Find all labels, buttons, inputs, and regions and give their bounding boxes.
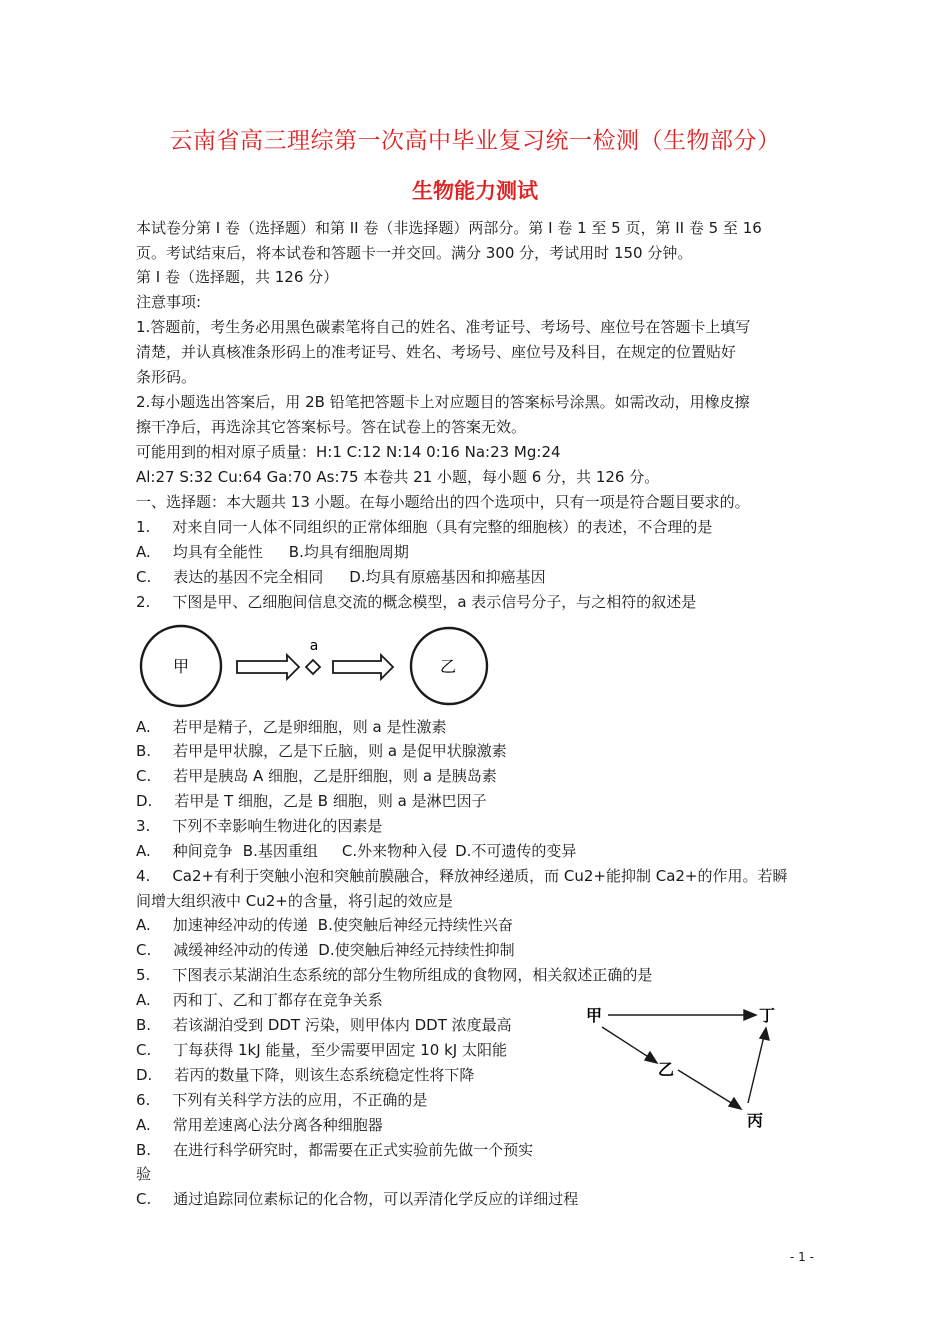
option-label: B.	[136, 1016, 152, 1034]
web-edge-jia-yi	[602, 1027, 650, 1058]
option-text: 若甲是胰岛 A 细胞，乙是肝细胞，则 a 是胰岛素	[173, 767, 497, 785]
q5-option-c	[136, 1040, 507, 1060]
option-text: 若甲是精子，乙是卵细胞，则 a 是性激素	[172, 718, 447, 736]
question-text: 对来自同一人体不同组织的正常体细胞（具有完整的细胞核）的表述，不合理的是	[172, 518, 713, 536]
q5-option-a	[136, 990, 383, 1010]
atomic-mass-line: Al:27 S:32 Cu:64 Ga:70 As:75 本卷共 21 小题，每小题 6 分，共 126 分。	[136, 468, 660, 486]
option-a: 种间竞争	[172, 842, 233, 860]
option-label: A.	[136, 1116, 151, 1134]
option-label: C.	[136, 1190, 152, 1208]
option-c: 表达的基因不完全相同	[173, 568, 324, 586]
intro-line: 本试卷分第 I 卷（选择题）和第 II 卷（非选择题）两部分。第 I 卷 1 至 5 页，第 II 卷 5 至 16	[136, 219, 762, 237]
arrow-right-icon	[237, 655, 299, 679]
arrowhead-icon	[645, 1052, 657, 1063]
notice-line: 2.每小题选出答案后，用 2B 铅笔把答题卡上对应题目的答案标号涂黑。如需改动，用橡皮擦	[136, 393, 750, 411]
question-text: 下图是甲、乙细胞间信息交流的概念模型，a 表示信号分子，与之相符的叙述是	[172, 593, 697, 611]
web-edge-bing-ding	[748, 1036, 764, 1103]
q2-option-d	[136, 791, 487, 811]
question-text: Ca2+有利于突触小泡和突触前膜融合，释放神经递质，而 Cu2+能抑制 Ca2+的作用。若瞬	[172, 867, 788, 885]
option-label: A.	[136, 991, 151, 1009]
notice-line: 清楚，并认真核准条形码上的准考证号、姓名、考场号、座位号及科目，在规定的位置贴好	[136, 343, 737, 361]
page-title: 云南省高三理综第一次高中毕业复习统一检测（生物部分）	[169, 128, 781, 154]
option-label: A.	[136, 543, 151, 561]
option-label: A.	[136, 916, 151, 934]
web-node-yi: 乙	[657, 1060, 675, 1079]
cell-yi	[411, 628, 487, 704]
notice-line: 条形码。	[136, 368, 197, 386]
option-text: 若丙的数量下降，则该生态系统稳定性将下降	[174, 1066, 475, 1084]
cell-jia	[141, 626, 221, 706]
option-d: D.不可遗传的变异	[455, 842, 577, 860]
cell-yi-label: 乙	[439, 657, 457, 676]
option-c: C.外来物种入侵	[341, 842, 448, 860]
cell-jia-label: 甲	[172, 657, 190, 676]
option-text: 在进行科学研究时，都需要在正式实验前先做一个预实	[173, 1141, 534, 1159]
q6-option-b	[136, 1140, 533, 1160]
q2-option-b	[136, 741, 507, 761]
option-text: 若甲是 T 细胞，乙是 B 细胞，则 a 是淋巴因子	[174, 792, 487, 810]
question-4-cont: 间增大组织液中 Cu2+的含量，将引起的效应是	[136, 892, 453, 910]
intro-line: 第 I 卷（选择题，共 126 分）	[136, 268, 339, 286]
page-subtitle: 生物能力测试	[412, 178, 538, 203]
q4-options-cd	[136, 940, 515, 960]
option-label: C.	[136, 1041, 152, 1059]
question-3	[136, 816, 382, 836]
option-c: 减缓神经冲动的传递	[173, 941, 309, 959]
option-d: D.均具有原癌基因和抑癌基因	[349, 568, 546, 586]
q3-options	[136, 841, 576, 861]
q1-options-cd	[136, 567, 546, 587]
web-edge-yi-bing	[678, 1070, 733, 1104]
section-heading: 一、选择题：本大题共 13 小题。在每小题给出的四个选项中，只有一项是符合题目要求的。	[136, 493, 750, 511]
q2-option-c	[136, 766, 497, 786]
atomic-mass-line: 可能用到的相对原子质量：H:1 C:12 N:14 0:16 Na:23 Mg:24	[136, 443, 561, 461]
option-b: B.使突触后神经元持续性兴奋	[317, 916, 513, 934]
question-4	[136, 866, 788, 886]
option-label: C.	[136, 767, 152, 785]
question-2	[136, 592, 696, 612]
option-label: D.	[136, 1066, 153, 1084]
option-label: A.	[136, 718, 151, 736]
arrowhead-icon	[760, 1028, 769, 1040]
question-number: 5.	[136, 966, 151, 984]
intro-line: 页。考试结束后，将本试卷和答题卡一并交回。满分 300 分，考试用时 150 分钟。	[136, 244, 693, 262]
q5-option-b	[136, 1015, 512, 1035]
notice-line: 1.答题前，考生务必用黑色碳素笔将自己的姓名、准考证号、考场号、座位号在答题卡上填写	[136, 318, 751, 336]
option-a: 均具有全能性	[172, 543, 263, 561]
option-text: 丁每获得 1kJ 能量，至少需要甲固定 10 kJ 太阳能	[173, 1041, 507, 1059]
web-node-bing: 丙	[746, 1111, 764, 1130]
question-number: 3.	[136, 817, 151, 835]
question-text: 下列有关科学方法的应用，不正确的是	[172, 1091, 428, 1109]
arrowhead-icon	[729, 1098, 741, 1109]
option-b: B.均具有细胞周期	[288, 543, 409, 561]
option-a: 加速神经冲动的传递	[172, 916, 308, 934]
q6-option-c	[136, 1189, 578, 1209]
q5-option-d	[136, 1065, 474, 1085]
web-node-ding: 丁	[758, 1006, 776, 1025]
arrowhead-icon	[744, 1010, 756, 1020]
option-label: A.	[136, 842, 151, 860]
question-number: 6.	[136, 1091, 151, 1109]
question-1	[136, 517, 712, 537]
question-5	[136, 965, 652, 985]
arrow-right-icon	[333, 655, 393, 679]
option-text: 若该湖泊受到 DDT 污染，则甲体内 DDT 浓度最高	[173, 1016, 512, 1034]
option-label: B.	[136, 742, 152, 760]
option-label: C.	[136, 568, 152, 586]
notice-line: 擦干净后，再选涂其它答案标号。答在试卷上的答案无效。	[136, 418, 527, 436]
option-text: 若甲是甲状腺，乙是下丘脑，则 a 是促甲状腺激素	[173, 742, 507, 760]
question-text: 下图表示某湖泊生态系统的部分生物所组成的食物网，相关叙述正确的是	[172, 966, 653, 984]
intro-line: 注意事项:	[136, 293, 202, 311]
q6-option-a	[136, 1115, 383, 1135]
option-label: D.	[136, 792, 153, 810]
page-number: - 1 -	[790, 1250, 814, 1264]
q1-options-ab	[136, 542, 409, 562]
option-d: D.使突触后神经元持续性抑制	[318, 941, 515, 959]
q4-options-ab	[136, 915, 513, 935]
question-number: 2.	[136, 593, 151, 611]
option-label: C.	[136, 941, 152, 959]
q6-option-b-cont: 验	[136, 1165, 152, 1183]
option-text: 常用差速离心法分离各种细胞器	[172, 1116, 383, 1134]
signal-molecule-icon	[306, 660, 320, 674]
option-text: 丙和丁、乙和丁都存在竞争关系	[172, 991, 383, 1009]
q2-option-a	[136, 717, 447, 737]
option-label: B.	[136, 1141, 152, 1159]
question-number: 1.	[136, 518, 151, 536]
signal-label: a	[309, 638, 319, 654]
web-node-jia: 甲	[585, 1006, 603, 1025]
option-b: B.基因重组	[242, 842, 318, 860]
question-6	[136, 1090, 427, 1110]
question-number: 4.	[136, 867, 151, 885]
question-text: 下列不幸影响生物进化的因素是	[172, 817, 383, 835]
option-text: 通过追踪同位素标记的化合物，可以弄清化学反应的详细过程	[173, 1190, 579, 1208]
